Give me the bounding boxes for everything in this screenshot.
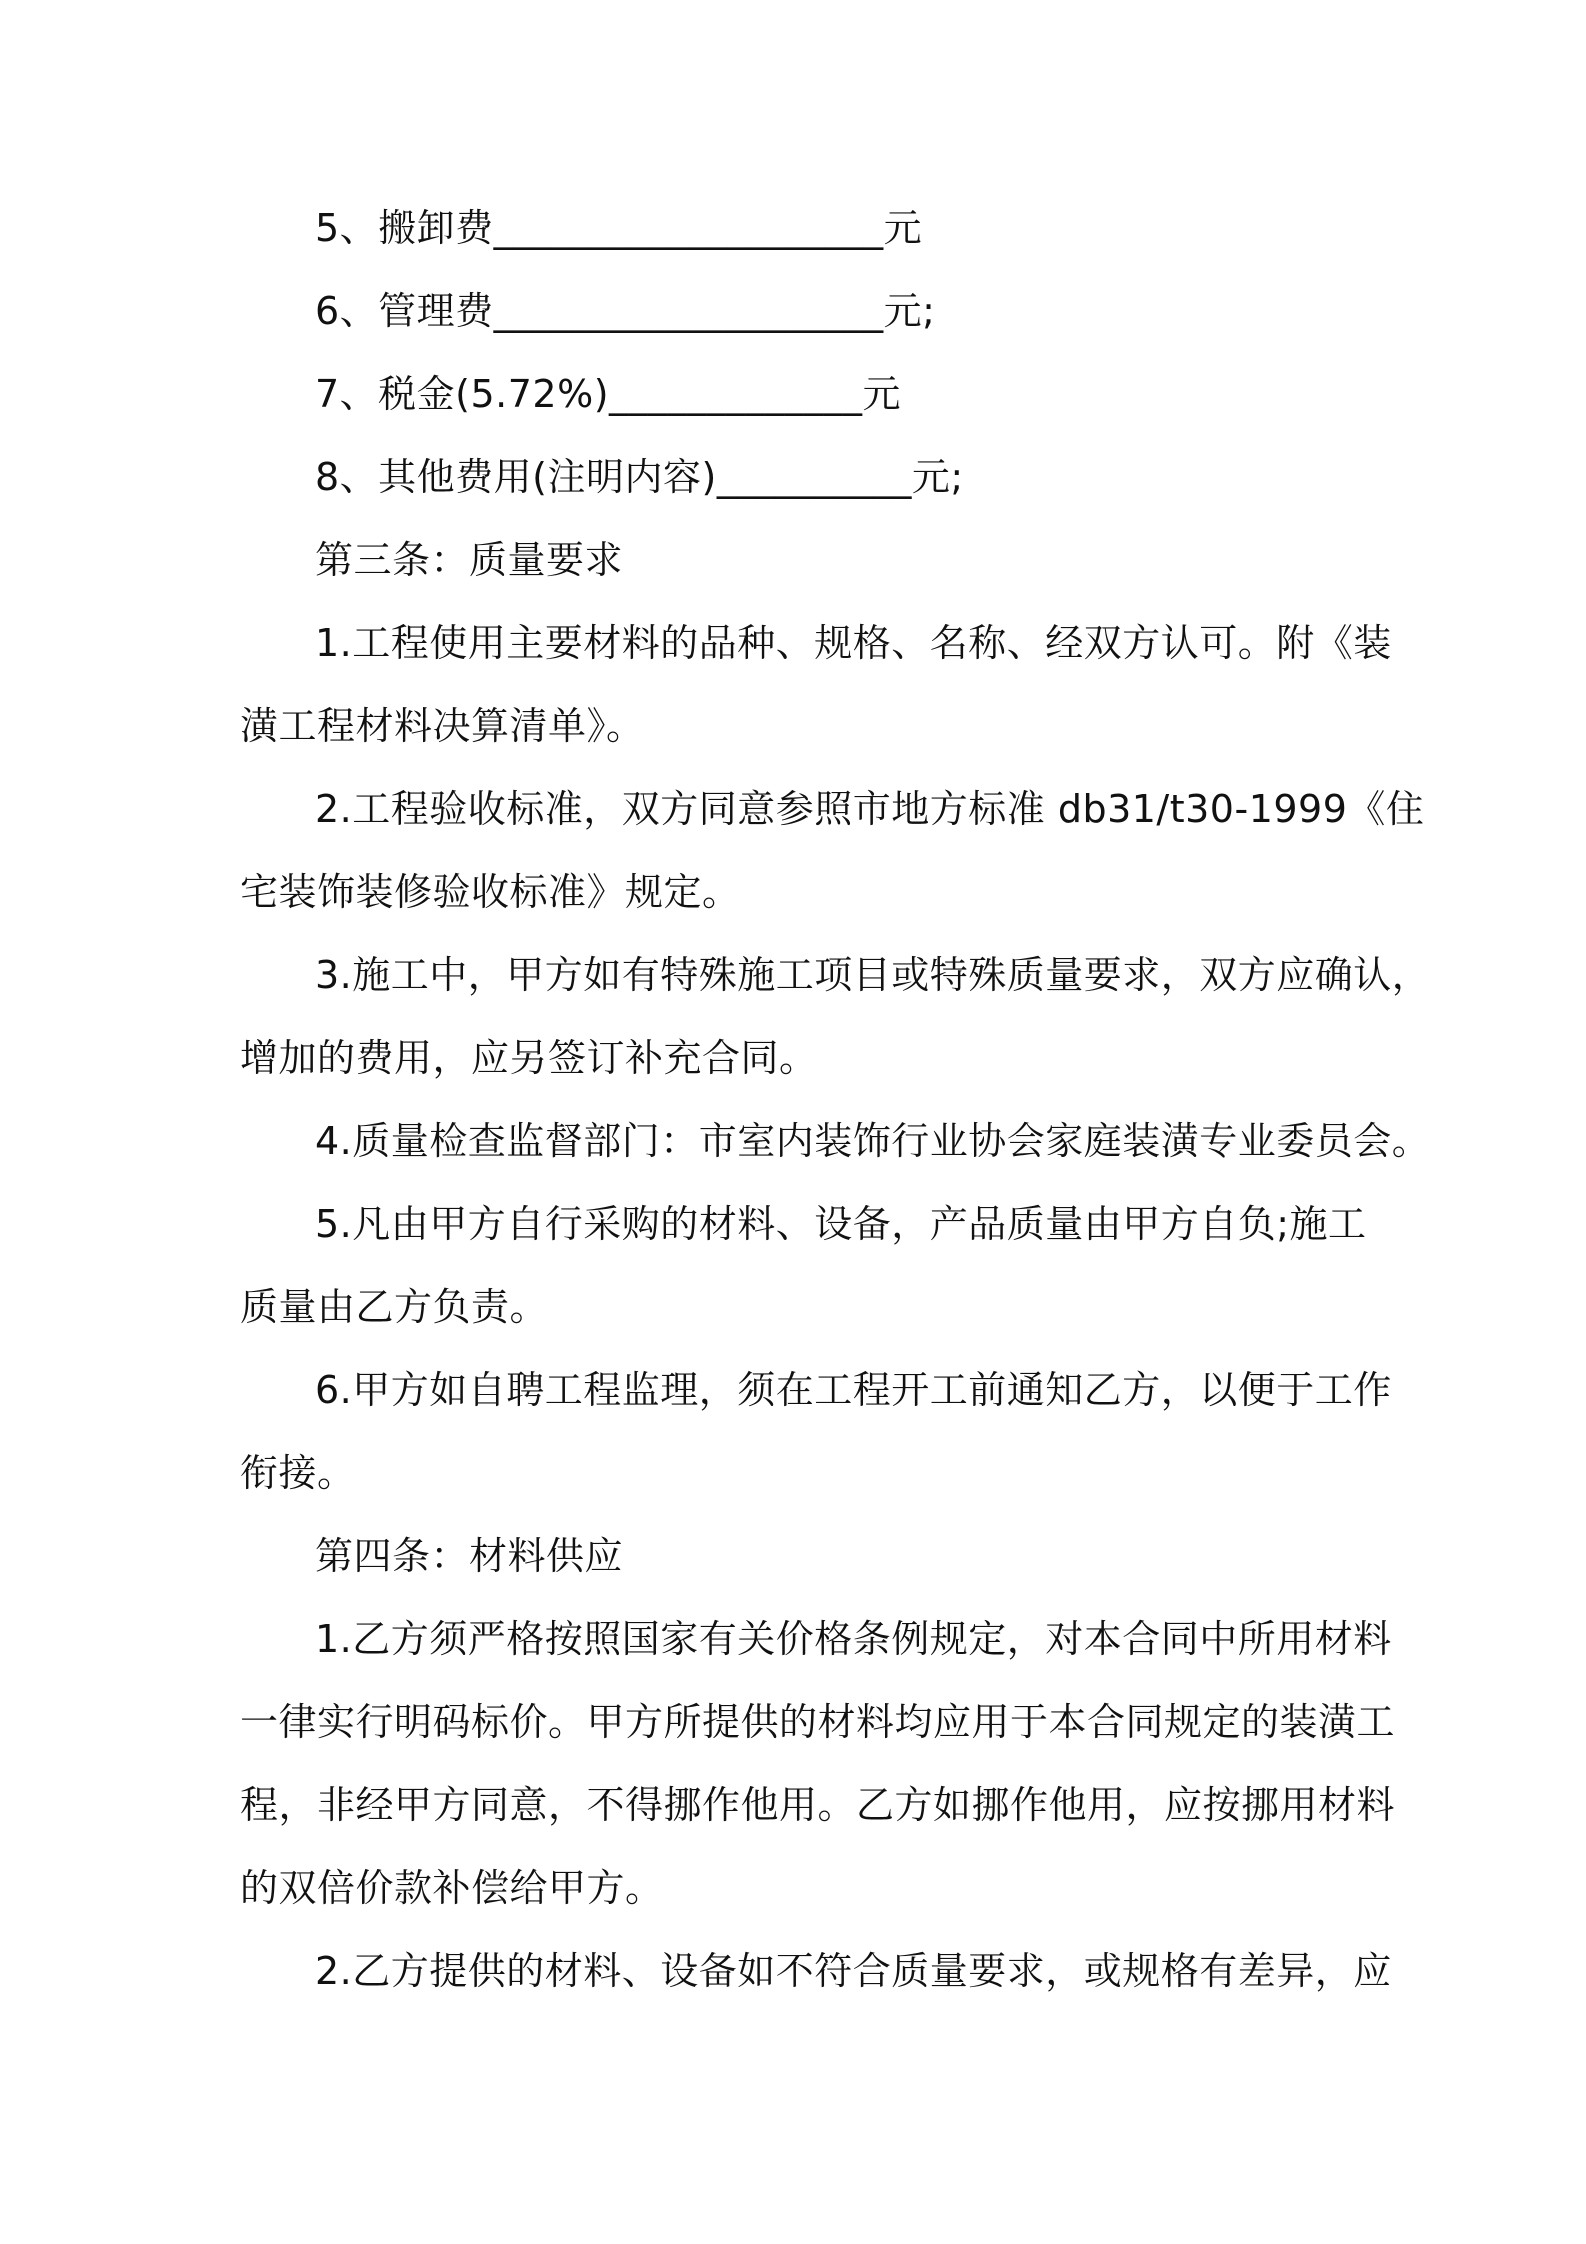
paragraph-line: 4.质量检查监督部门：市室内装饰行业协会家庭装潢专业委员会。 <box>315 1119 1431 1163</box>
paragraph-line: 1.工程使用主要材料的品种、规格、名称、经双方认可。附《装 <box>315 621 1392 665</box>
paragraph-line: 2.乙方提供的材料、设备如不符合质量要求，或规格有差异，应 <box>315 1949 1392 1993</box>
fee-item-5: 5、搬卸费____________________元 <box>315 206 923 250</box>
fee-item-7: 7、税金(5.72%)_____________元 <box>315 372 902 416</box>
paragraph-line: 2.工程验收标准，双方同意参照市地方标准 db31/t30-1999《住 <box>315 787 1425 831</box>
article-4-heading: 第四条：材料供应 <box>315 1534 624 1578</box>
paragraph-line: 增加的费用，应另签订补充合同。 <box>240 1036 818 1080</box>
paragraph-line: 衔接。 <box>240 1451 356 1495</box>
paragraph-line: 质量由乙方负责。 <box>240 1285 549 1329</box>
paragraph-line: 5.凡由甲方自行采购的材料、设备，产品质量由甲方自负;施工 <box>315 1202 1367 1246</box>
article-3-heading: 第三条：质量要求 <box>315 538 624 582</box>
fee-item-6: 6、管理费____________________元; <box>315 289 936 333</box>
paragraph-line: 6.甲方如自聘工程监理，须在工程开工前通知乙方，以便于工作 <box>315 1368 1392 1412</box>
paragraph-line: 1.乙方须严格按照国家有关价格条例规定，对本合同中所用材料 <box>315 1617 1392 1661</box>
paragraph-line: 程，非经甲方同意，不得挪作他用。乙方如挪作他用，应按挪用材料 <box>240 1783 1396 1827</box>
paragraph-line: 宅装饰装修验收标准》规定。 <box>240 870 741 914</box>
paragraph-line: 潢工程材料决算清单》。 <box>240 704 645 748</box>
fee-item-8: 8、其他费用(注明内容)__________元; <box>315 455 964 499</box>
paragraph-line: 的双倍价款补偿给甲方。 <box>240 1866 664 1910</box>
paragraph-line: 一律实行明码标价。甲方所提供的材料均应用于本合同规定的装潢工 <box>240 1700 1396 1744</box>
paragraph-line: 3.施工中，甲方如有特殊施工项目或特殊质量要求，双方应确认， <box>315 953 1431 997</box>
